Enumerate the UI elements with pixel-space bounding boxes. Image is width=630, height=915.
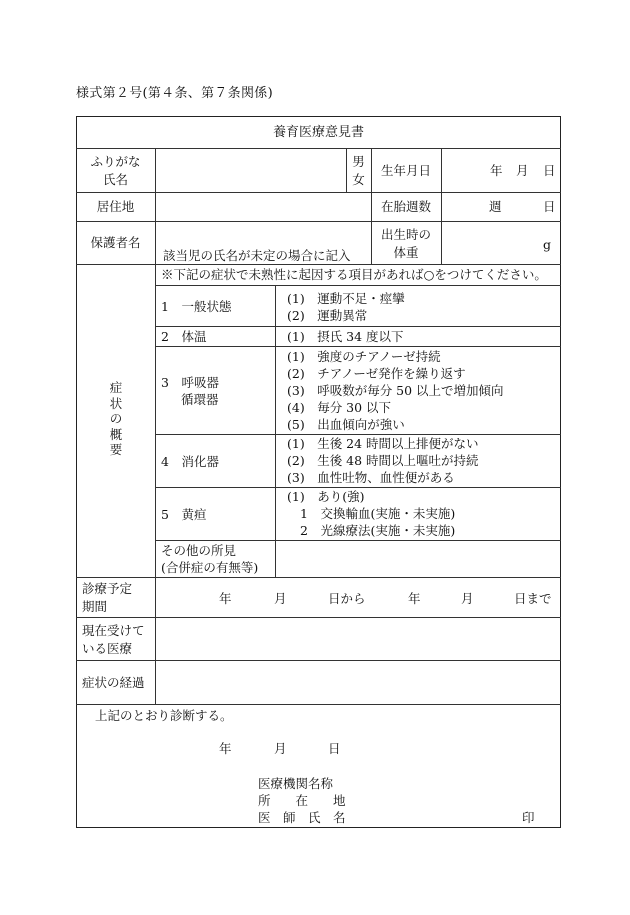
doctor-label: 医 師 氏 名 [258,810,346,825]
birth-weight-label-1: 出生時の [380,227,431,242]
rule-name-bottom [76,192,561,193]
item-jaundice-1: (1) あり(強) [287,489,365,504]
rule-current-bottom [76,660,561,661]
item-resp-2: (2) チアノーゼ発作を繰り返す [287,366,466,381]
gestation-weeks-unit: 週 [489,199,502,214]
rule-jaundice-bottom [155,540,561,541]
rule-progress-bottom [76,704,561,705]
category-other-2: (合併症の有無等) [161,560,259,575]
form-number: 様式第２号(第４条、第７条関係) [76,86,273,101]
location-label: 所 在 地 [258,793,346,808]
symptoms-note: ※下記の症状で未熟性に起因する項目があれば○をつけてください。 [161,267,547,282]
birth-weight-unit: g [543,237,552,252]
period-to: 日まで [514,591,552,606]
sex-female: 女 [352,172,365,187]
category-temp: 2 体温 [161,329,207,344]
period-year-2: 年 [408,591,421,606]
rule-guardian-bottom [76,264,561,265]
item-digest-1: (1) 生後 24 時間以上排便がない [287,436,479,451]
item-jaundice-2: 1 交換輸血(実施・未実施) [300,506,456,521]
item-temp-1: (1) 摂氏 34 度以下 [287,329,404,344]
item-digest-3: (3) 血性吐物、血性便がある [287,470,455,485]
rule-general-bottom [155,326,561,327]
item-jaundice-3: 2 光線療法(実施・未実施) [300,523,456,538]
period-year-1: 年 [219,591,232,606]
birth-month-unit: 月 [516,163,529,178]
period-month-2: 月 [461,591,474,606]
period-label-1: 診療予定 [82,581,133,596]
seal-mark: 印 [522,810,535,825]
category-resp-1: 3 呼吸器 [161,375,219,390]
birth-day-unit: 日 [543,163,556,178]
furigana-label: ふりがな [90,154,141,169]
period-from: 日から [328,591,366,606]
rule-category-col [275,285,276,577]
birthdate-label: 生年月日 [380,163,431,178]
institution-label: 医療機関名称 [258,776,334,791]
declaration-year: 年 [219,741,232,756]
rule-note-bottom [155,285,561,286]
category-jaundice: 5 黄疸 [161,507,207,522]
item-resp-3: (3) 呼吸数が毎分 50 以上で増加傾向 [287,383,504,398]
form-title: 養育医療意見書 [272,125,364,140]
item-general-1: (1) 運動不足・痙攣 [287,291,405,306]
period-label-2: 期間 [82,599,108,614]
declaration-month: 月 [274,741,287,756]
rule-address-bottom [76,221,561,222]
current-treatment-label-1: 現在受けて [82,623,145,638]
name-label: 氏名 [102,172,128,187]
item-digest-2: (2) 生後 48 時間以上嘔吐が持続 [287,453,479,468]
address-label: 居住地 [96,199,135,214]
item-resp-5: (5) 出血傾向が強い [287,417,405,432]
item-resp-4: (4) 毎分 30 以下 [287,400,392,415]
rule-period-bottom [76,617,561,618]
rule-right-label-right [441,148,442,264]
guardian-label: 保護者名 [90,235,141,250]
rule-title-bottom [76,148,561,149]
category-general: 1 一般状態 [161,299,232,314]
category-digest: 4 消化器 [161,454,219,469]
rule-label-col [155,148,156,704]
birth-weight-label-2: 体重 [393,245,419,260]
declaration-text: 上記のとおり診断する。 [95,708,233,723]
rule-temp-bottom [155,346,561,347]
guardian-note: 該当児の氏名が未定の場合に記入 [163,248,351,263]
rule-symptoms-bottom [76,577,561,578]
category-resp-2: 循環器 [181,392,219,407]
item-resp-1: (1) 強度のチアノーゼ持続 [287,349,441,364]
sex-male: 男 [352,154,365,169]
rule-resp-bottom [155,434,561,435]
gestation-label: 在胎週数 [380,199,431,214]
symptoms-label: 症 状 の 概 要 [109,380,123,457]
period-month-1: 月 [274,591,287,606]
progress-label: 症状の経過 [82,675,145,690]
gestation-days-unit: 日 [543,199,556,214]
birth-year-unit: 年 [490,163,503,178]
item-general-2: (2) 運動異常 [287,308,368,323]
rule-digest-bottom [155,487,561,488]
declaration-day: 日 [328,741,341,756]
current-treatment-label-2: いる医療 [82,641,133,656]
category-other-1: その他の所見 [161,543,237,558]
